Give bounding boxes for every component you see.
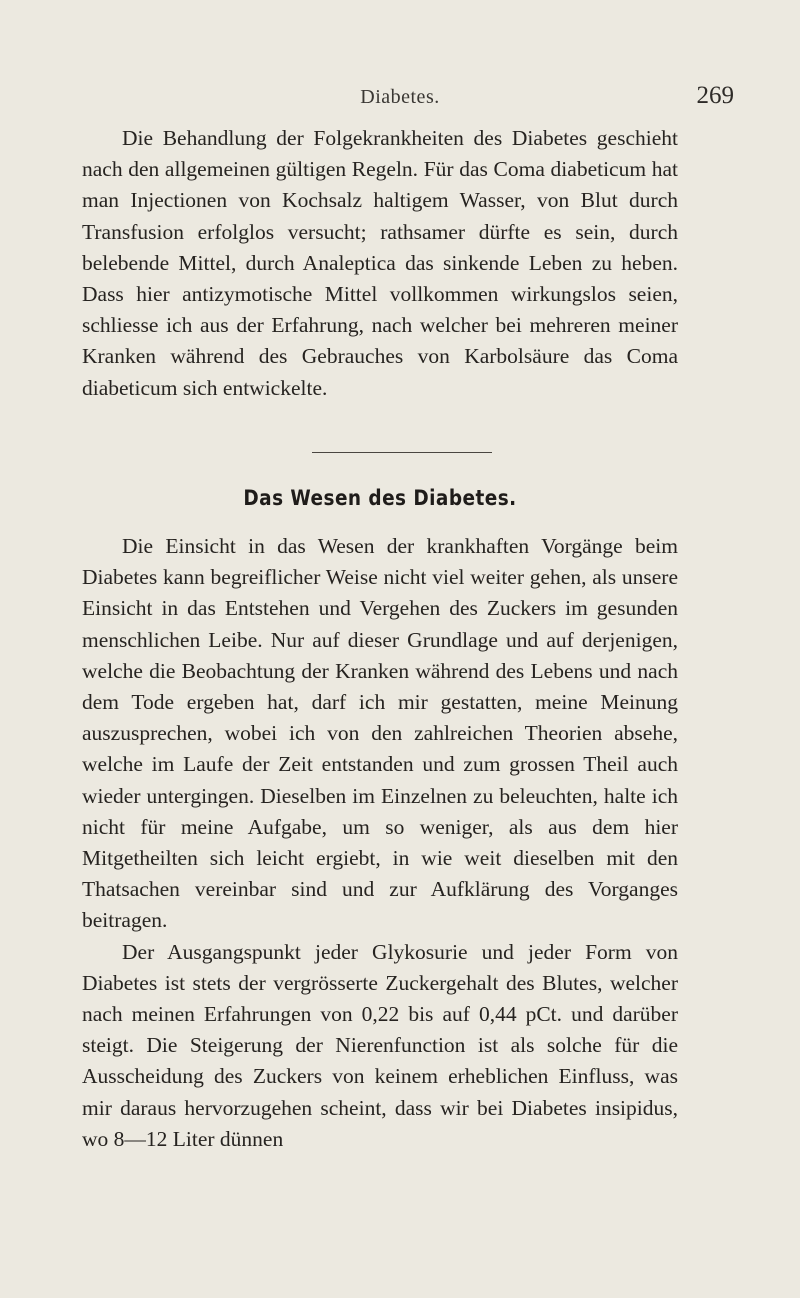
running-title: Diabetes. <box>360 86 440 108</box>
text-block-top <box>82 123 678 404</box>
text-block-bottom <box>82 531 678 1155</box>
paragraph-nature-of-diabetes: Die Einsicht in das Wesen der krankhaften Vorgänge beim Diabetes kann begreiflicher Weise nicht viel weiter gehen, als unsere Einsicht in das Entstehen und Vergehen des Zuckers im gesunden menschlichen Leibe. Nur auf dieser Grundlage und auf derjenigen, welche die Beobachtung der Kranken während des Lebens und nach dem Tode ergeben hat, darf ich mir gestatten, meine Meinung auszusprechen, wobei ich von den zahlreichen Theorien absehe, welche im Laufe der Zeit entstanden und zum grossen Theil auch wieder untergingen. Dieselben im Einzelnen zu beleuchten, halte ich nicht für meine Aufgabe, um so weniger, als aus dem hier Mitgetheilten sich leicht ergiebt, in wie weit dieselben mit den Thatsachen vereinbar sind und zur Aufklärung des Vorganges beitragen. <box>82 534 678 933</box>
page-number: 269 <box>696 82 734 109</box>
section-heading: Das Wesen des Diabetes. <box>243 486 517 510</box>
paragraph-coma-treatment: Die Behandlung der Folgekrankheiten des Diabetes geschieht nach den allgemeinen gültigen Regeln. Für das Coma diabeticum hat man Injectionen von Kochsalz haltigem Wasser, von Blut durch Transfusion erfolglos versucht; rathsamer dürfte es sein, durch belebende Mittel, durch Analeptica das sinkende Leben zu heben. Dass hier antizymotische Mittel vollkommen wirkungslos seien, schliesse ich aus der Erfahrung, nach welcher bei mehreren meiner Kranken während des Gebrauches von Karbolsäure das Coma diabeticum sich entwickelte. <box>82 126 678 400</box>
paragraph-blood-sugar: Der Ausgangspunkt jeder Glykosurie und jeder Form von Diabetes ist stets der vergrösserte Zuckergehalt des Blutes, welcher nach meinen Erfahrungen von 0,22 bis auf 0,44 pCt. und darüber steigt. Die Steigerung der Nierenfunction ist als solche für die Ausscheidung des Zuckers von keinem erheblichen Einfluss, was mir daraus hervorzugehen scheint, dass wir bei Diabetes insipidus, wo 8—12 Liter dünnen <box>82 939 678 1151</box>
section-divider <box>312 452 492 453</box>
running-head <box>60 82 740 116</box>
